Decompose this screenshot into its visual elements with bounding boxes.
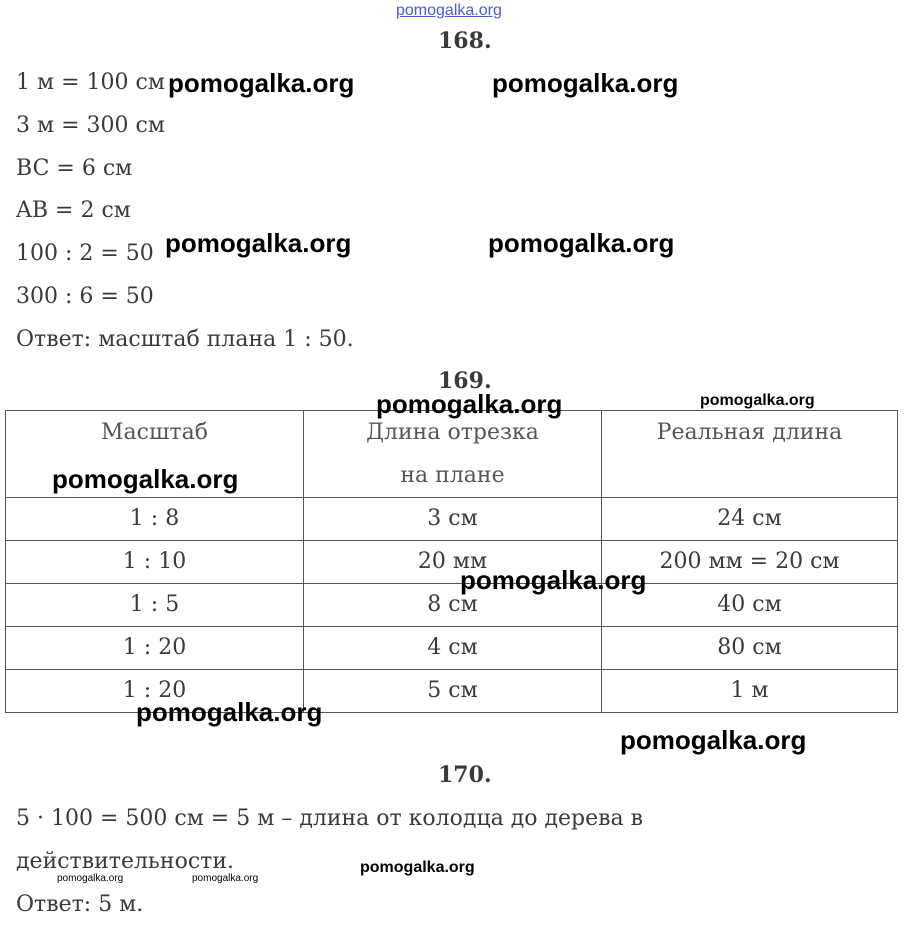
cell-plan-length: 3 см bbox=[304, 498, 602, 541]
cell-scale: 1 : 8 bbox=[6, 498, 304, 541]
table-row bbox=[6, 584, 898, 627]
task-168-number-text: 168 bbox=[438, 28, 484, 54]
cell-scale: 1 : 10 bbox=[6, 541, 304, 584]
cell-real-length: 1 м bbox=[602, 670, 898, 713]
cell-plan-length: 8 см bbox=[304, 584, 602, 627]
scale-table bbox=[5, 410, 898, 713]
table-row bbox=[6, 541, 898, 584]
task-168-line-6: 300 : 6 = 50 bbox=[16, 284, 154, 309]
header-plan-length-line-2: на плане bbox=[400, 463, 505, 488]
watermark-text: pomogalka.org bbox=[360, 859, 475, 876]
task-170-line-2: действительности. bbox=[16, 849, 234, 874]
watermark-text: pomogalka.org bbox=[700, 392, 815, 409]
task-169-number: 169. bbox=[438, 368, 492, 394]
cell-plan-length: 20 мм bbox=[304, 541, 602, 584]
site-link-top[interactable]: pomogalka.org bbox=[396, 2, 502, 19]
watermark-text: pomogalka.org bbox=[460, 565, 647, 595]
cell-real-length: 200 мм = 20 см bbox=[602, 541, 898, 584]
cell-plan-length: 4 см bbox=[304, 627, 602, 670]
task-168-line-4: AB = 2 см bbox=[16, 198, 131, 223]
task-168-line-3: BC = 6 см bbox=[16, 156, 133, 181]
cell-scale: 1 : 20 bbox=[6, 627, 304, 670]
cell-scale: 1 : 5 bbox=[6, 584, 304, 627]
cell-scale: 1 : 20 bbox=[6, 670, 304, 713]
task-169-number-text: 169 bbox=[438, 368, 484, 394]
task-170-number: 170. bbox=[438, 762, 492, 788]
watermark-text: pomogalka.org bbox=[192, 873, 259, 884]
table-row bbox=[6, 498, 898, 541]
task-168-line-1: 1 м = 100 см bbox=[16, 70, 165, 95]
watermark-text: pomogalka.org bbox=[492, 68, 679, 98]
task-170-number-text: 170 bbox=[438, 762, 484, 788]
watermark-text: pomogalka.org bbox=[136, 697, 323, 727]
task-170-answer: Ответ: 5 м. bbox=[16, 892, 144, 917]
header-real-length: Реальная длина bbox=[602, 411, 898, 498]
watermark-text: pomogalka.org bbox=[52, 464, 239, 494]
watermark-text: pomogalka.org bbox=[620, 725, 807, 755]
task-170-line-1: 5 · 100 = 500 см = 5 м – длина от колодца до дерева в bbox=[16, 806, 644, 831]
cell-real-length: 40 см bbox=[602, 584, 898, 627]
watermark-text: pomogalka.org bbox=[57, 873, 124, 884]
watermark-text: pomogalka.org bbox=[165, 228, 352, 258]
cell-real-length: 80 см bbox=[602, 627, 898, 670]
task-168-answer: Ответ: масштаб плана 1 : 50. bbox=[16, 327, 354, 352]
cell-real-length: 24 см bbox=[602, 498, 898, 541]
header-plan-length-line-1: Длина отрезка bbox=[366, 420, 539, 445]
task-168-line-2: 3 м = 300 см bbox=[16, 113, 165, 138]
header-plan-length bbox=[304, 411, 602, 498]
header-scale: Масштаб bbox=[6, 411, 304, 498]
cell-plan-length: 5 см bbox=[304, 670, 602, 713]
watermark-text: pomogalka.org bbox=[168, 68, 355, 98]
table-row bbox=[6, 627, 898, 670]
task-168-line-5: 100 : 2 = 50 bbox=[16, 241, 154, 266]
watermark-text: pomogalka.org bbox=[488, 228, 675, 258]
watermark-text: pomogalka.org bbox=[376, 389, 563, 419]
task-168-number: 168. bbox=[438, 28, 492, 54]
